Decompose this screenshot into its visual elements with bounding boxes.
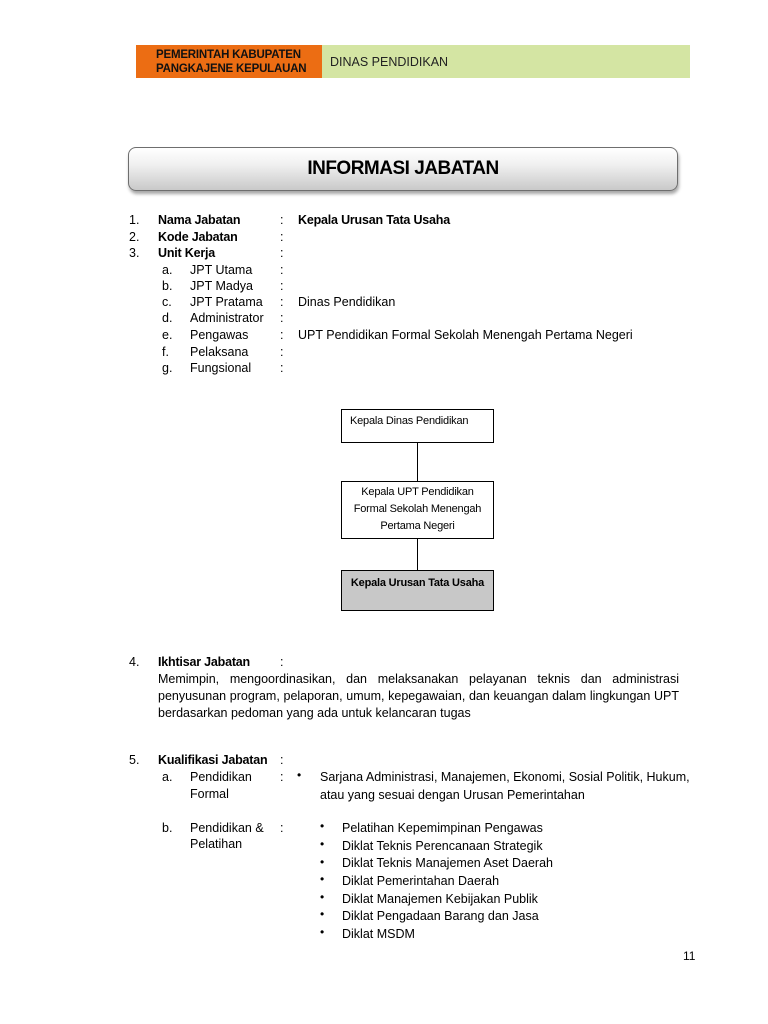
bullet-icon: • <box>320 819 325 833</box>
unit-letter: a. <box>162 263 173 277</box>
section-num-4: 4. <box>129 655 140 669</box>
colon: : <box>280 311 284 325</box>
unit-label-jpt-utama: JPT Utama <box>190 263 253 277</box>
pelatihan-item: Diklat Teknis Perencanaan Strategik <box>342 839 543 853</box>
pelatihan-item: Diklat Pemerintahan Daerah <box>342 874 500 888</box>
colon: : <box>280 295 284 309</box>
org-box-line: Pertama Negeri <box>380 520 455 532</box>
kualifikasi-letter-a: a. <box>162 770 173 784</box>
colon: : <box>280 753 284 767</box>
field-num-3: 3. <box>129 246 140 260</box>
pendidikan-pelatihan-label-2: Pelatihan <box>190 837 243 851</box>
colon: : <box>280 345 284 359</box>
page-number: 11 <box>683 949 696 963</box>
bullet-icon: • <box>320 890 325 904</box>
org-box-kepala-upt <box>341 481 494 539</box>
ikhtisar-label: Ikhtisar Jabatan <box>158 655 250 669</box>
colon: : <box>280 361 284 375</box>
colon: : <box>280 328 284 342</box>
pelatihan-item: Diklat MSDM <box>342 927 415 941</box>
colon: : <box>280 230 284 244</box>
title-banner <box>128 147 678 191</box>
header-org-line1: PEMERINTAH KABUPATEN <box>156 48 301 61</box>
org-box-kepala-urusan <box>341 570 494 611</box>
unit-label-administrator: Administrator <box>190 311 264 325</box>
field-label-kode-jabatan: Kode Jabatan <box>158 230 238 244</box>
colon: : <box>280 821 284 835</box>
field-label-unit-kerja: Unit Kerja <box>158 246 216 260</box>
org-box-label: Kepala Urusan Tata Usaha <box>350 577 485 589</box>
unit-label-jpt-pratama: JPT Pratama <box>190 295 263 309</box>
unit-letter: f. <box>162 345 169 359</box>
unit-label-fungsional: Fungsional <box>190 361 252 375</box>
colon: : <box>280 213 284 227</box>
unit-letter: b. <box>162 279 173 293</box>
colon: : <box>280 770 284 784</box>
colon: : <box>280 263 284 277</box>
org-box-label: Kepala Dinas Pendidikan <box>350 415 469 427</box>
pelatihan-item: Pelatihan Kepemimpinan Pengawas <box>342 821 543 835</box>
unit-letter: e. <box>162 328 173 342</box>
colon: : <box>280 246 284 260</box>
header-department: DINAS PENDIDIKAN <box>322 45 690 78</box>
field-num-2: 2. <box>129 230 140 244</box>
page-title: INFORMASI JABATAN <box>307 158 499 179</box>
pelatihan-item: Diklat Pengadaan Barang dan Jasa <box>342 909 539 923</box>
pendidikan-pelatihan-label-1: Pendidikan & <box>190 821 264 835</box>
unit-label-pelaksana: Pelaksana <box>190 345 249 359</box>
bullet-icon: • <box>297 768 302 782</box>
header-organization <box>136 45 322 78</box>
header-org-line2: PANGKAJENE KEPULAUAN <box>156 62 307 75</box>
colon: : <box>280 655 284 669</box>
pendidikan-formal-label-2: Formal <box>190 787 229 801</box>
field-value-nama-jabatan: Kepala Urusan Tata Usaha <box>298 213 450 227</box>
pelatihan-item: Diklat Teknis Manajemen Aset Daerah <box>342 856 553 870</box>
unit-label-jpt-madya: JPT Madya <box>190 279 253 293</box>
bullet-icon: • <box>320 837 325 851</box>
org-connector <box>417 443 418 481</box>
section-num-5: 5. <box>129 753 140 767</box>
pelatihan-item: Diklat Manajemen Kebijakan Publik <box>342 892 538 906</box>
pendidikan-formal-item-line1: Sarjana Administrasi, Manajemen, Ekonomi, Sosial Politik, Hukum, <box>320 770 690 784</box>
kualifikasi-label: Kualifikasi Jabatan <box>158 753 268 767</box>
org-box-line: Formal Sekolah Menengah <box>353 503 482 515</box>
unit-label-pengawas: Pengawas <box>190 328 249 342</box>
unit-letter: d. <box>162 311 173 325</box>
ikhtisar-text: Memimpin, mengoordinasikan, dan melaksanakan pelayanan teknis dan administrasi penyusunan program, pelaporan, umum, kepegawaian, dan keuangan dalam lingkungan UPT berdasarkan pedoman yang ada untuk kelancaran tugas <box>158 672 679 720</box>
bullet-icon: • <box>320 872 325 886</box>
bullet-icon: • <box>320 925 325 939</box>
field-label-nama-jabatan: Nama Jabatan <box>158 213 241 227</box>
org-connector <box>417 539 418 570</box>
unit-value-jpt-pratama: Dinas Pendidikan <box>298 295 396 309</box>
pendidikan-formal-item-line2: atau yang sesuai dengan Urusan Pemerintahan <box>320 788 585 802</box>
unit-letter: g. <box>162 361 173 375</box>
org-box-kepala-dinas <box>341 409 494 443</box>
field-num-1: 1. <box>129 213 140 227</box>
pendidikan-formal-label-1: Pendidikan <box>190 770 252 784</box>
kualifikasi-letter-b: b. <box>162 821 173 835</box>
unit-letter: c. <box>162 295 172 309</box>
bullet-icon: • <box>320 855 325 869</box>
bullet-icon: • <box>320 907 325 921</box>
org-box-line: Kepala UPT Pendidikan <box>361 486 474 498</box>
colon: : <box>280 279 284 293</box>
unit-value-pengawas: UPT Pendidikan Formal Sekolah Menengah Pertama Negeri <box>298 328 633 342</box>
